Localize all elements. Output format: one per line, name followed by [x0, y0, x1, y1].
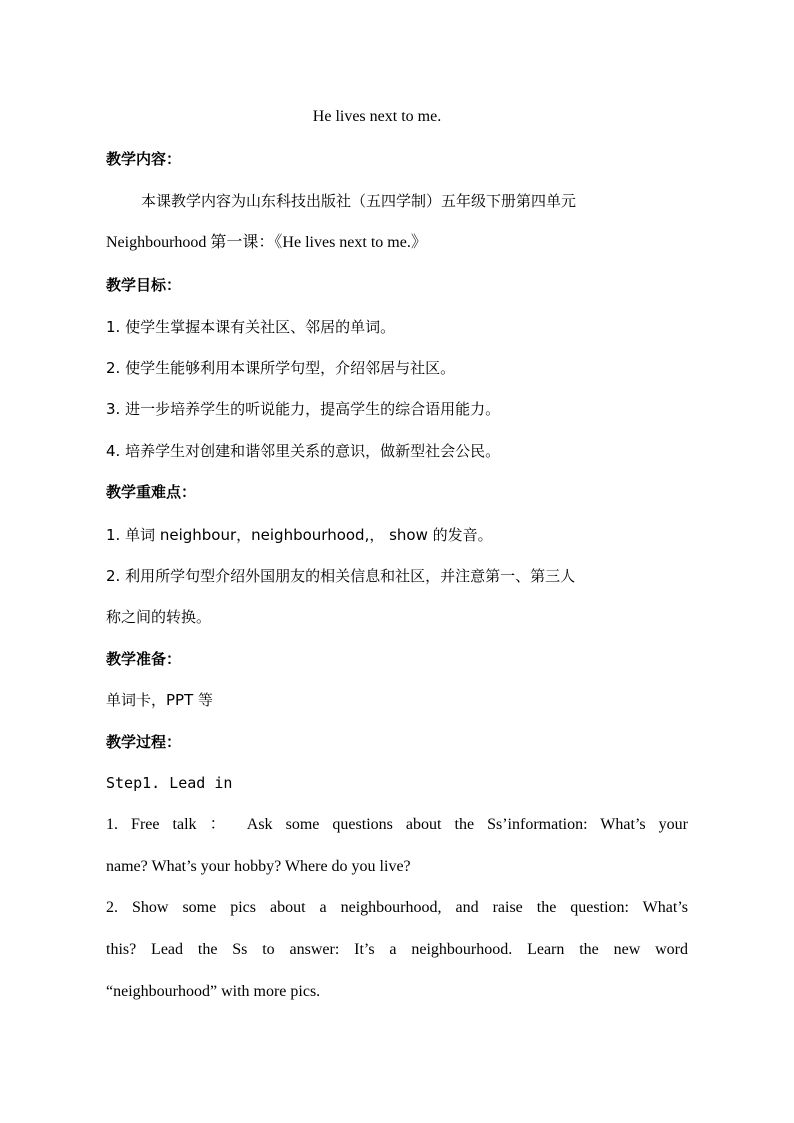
show-pics-line-3: “neighbourhood” with more pics.	[106, 983, 321, 1000]
show-pics-line-2: this? Lead the Ss to answer: It’s a neighbourhood. Learn the new word	[106, 941, 688, 958]
key-point-1: 1. 单词 neighbour，neighbourhood,， show 的发音。	[106, 526, 493, 544]
preparation-heading: 教学准备：	[106, 650, 182, 668]
key-points-heading: 教学重难点：	[106, 483, 197, 501]
key-point-2-line-2: 称之间的转换。	[106, 608, 212, 626]
show-pics-line-1: 2. Show some pics about a neighbourhood, and raise the question: What’s	[106, 899, 688, 916]
step1-title: Step1. Lead in	[106, 774, 233, 792]
key-point-2-line-1: 2. 利用所学句型介绍外国朋友的相关信息和社区，并注意第一、第三人	[106, 567, 576, 585]
goal-item-3: 3. 进一步培养学生的听说能力，提高学生的综合语用能力。	[106, 400, 501, 418]
process-heading: 教学过程：	[106, 733, 182, 751]
content-heading: 教学内容：	[106, 150, 182, 168]
document-title: He lives next to me.	[312, 108, 442, 125]
goal-item-2: 2. 使学生能够利用本课所学句型，介绍邻居与社区。	[106, 359, 456, 377]
free-talk-line-1: 1. Free talk ： Ask some questions about the Ss’information: What’s your	[106, 816, 688, 833]
preparation-text: 单词卡，PPT 等	[106, 691, 214, 709]
goal-item-4: 4. 培养学生对创建和谐邻里关系的意识，做新型社会公民。	[106, 442, 501, 460]
free-talk-line-2: name? What’s your hobby? Where do you live?	[106, 858, 411, 875]
goal-item-1: 1. 使学生掌握本课有关社区、邻居的单词。	[106, 318, 396, 336]
content-line-2: Neighbourhood 第一课：《He lives next to me.》	[106, 234, 427, 251]
content-line-1: 本课教学内容为山东科技出版社（五四学制）五年级下册第四单元	[141, 192, 577, 210]
goals-heading: 教学目标：	[106, 276, 182, 294]
